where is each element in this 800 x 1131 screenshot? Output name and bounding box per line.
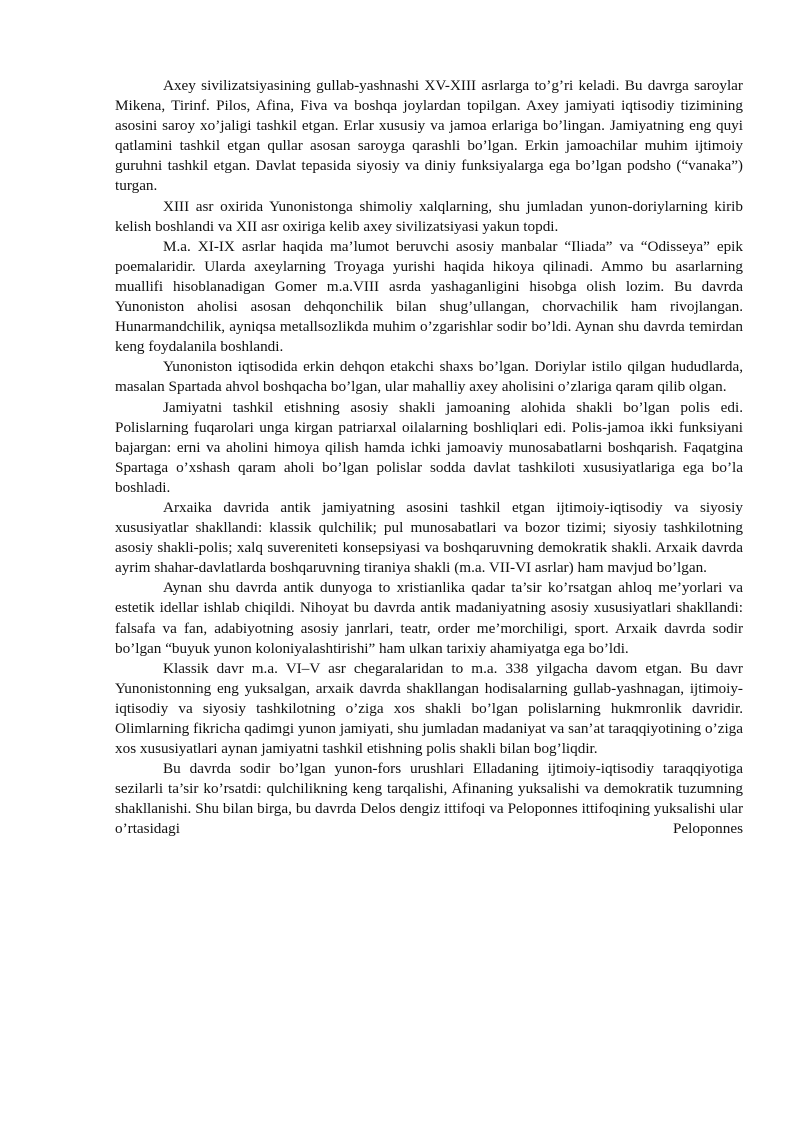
paragraph-free-peasant: Yunoniston iqtisodida erkin dehqon etakchi shaxs bo’lgan. Doriylar istilo qilgan hududlarda, masalan Spartada ahvol boshqacha bo’lgan, ular mahalliy axey aholisini o’zlariga qaram qilib olgan. — [115, 358, 743, 396]
document-body — [115, 76, 743, 840]
paragraph-homeric-sources: M.a. XI-IX asrlar haqida ma’lumot beruvchi asosiy manbalar “Iliada” va “Odisseya” epik poemalaridir. Ularda axeylarning Troyaga yurishi haqida hikoya qilinadi. Ammo bu asarlarning muallifi hisoblanadigan Gomer m.a.VIII asrda yashaganligini hisobga olish lozim. Bu davrda Yunoniston aholisi asosan dehqonchilik bilan shug’ullangan, chorvachilik ham rivojlangan. Hunarmandchilik, ayniqsa metallsozlikda muhim o’zgarishlar sodir bo’ldi. Aynan shu davrda temirdan keng foydalanila boshlandi. — [115, 237, 743, 356]
paragraph-polis-society: Jamiyatni tashkil etishning asosiy shakli jamoaning alohida shakli bo’lgan polis edi. Polislarning fuqarolari unga kirgan patriarxal oilalarning boshliqlari edi. Polis-jamoa ikki funksiyani bajargan: erni va aholini himoya qilish hamda ichki jamoaviy munosabatlarni boshqarish. Faqatgina Spartaga o’xshash qaram aholi bo’lgan polislar sodda davlat tashkiloti xususiyatlariga ega bo’la boshladi. — [115, 398, 743, 496]
paragraph-dorian-invasion: XIII asr oxirida Yunonistonga shimoliy xalqlarning, shu jumladan yunon-doriylarning kirib kelish boshlandi va XII asr oxiriga kelib axey sivilizatsiyasi yakun topdi. — [115, 197, 743, 235]
paragraph-moral-aesthetic-ideals: Aynan shu davrda antik dunyoga to xristianlika qadar ta’sir ko’rsatgan ahloq me’yorlari va estetik idellar ishlab chiqildi. Nihoyat bu davrda antik madaniyatning asosiy xususiyatlari shakllandi: falsafa va fan, adabiyotning asosiy janrlari, teatr, order me’morchiligi, sport. Arxaik davrda sodir bo’lgan “buyuk yunon koloniyalashtirishi” ham ulkan tarixiy ahamiyatga ega bo’ldi. — [115, 579, 743, 657]
paragraph-greco-persian-wars: Bu davrda sodir bo’lgan yunon-fors urushlari Elladaning ijtimoiy-iqtisodiy taraqqiyotiga sezilarli ta’sir ko’rsatdi: qulchilikning keng tarqalishi, Afinaning yuksalishi va demokratik tuzumning shakllanishi. Shu bilan birga, bu davrda Delos dengiz ittifoqi va Peloponnes ittifoqining yuksalishi ular o’rtasidagi Peloponnes — [115, 760, 743, 838]
paragraph-archaic-period: Arxaika davrida antik jamiyatning asosini tashkil etgan ijtimoiy-iqtisodiy va siyosiy xususiyatlar shakllandi: klassik qulchilik; pul munosabatlari va bozor tizimi; siyosiy tashkilotning asosiy shakli-polis; xalq suvereniteti konsepsiyasi va boshqaruvning demokratik shakli. Arxaik davrda ayrim shahar-davlatlarda boshqaruvning tiraniya shakli (m.a. VII-VI asrlar) ham mavjud bo’lgan. — [115, 498, 743, 577]
paragraph-classical-period: Klassik davr m.a. VI–V asr chegaralaridan to m.a. 338 yilgacha davom etgan. Bu davr Yunonistonning eng yuksalgan, arxaik davrda shakllangan hodisalarning gullab-yashnagan, ijtimoiy-iqtisodiy va siyosiy tashkilotning o’ziga xos shakli bo’lgan polislarning hukmronlik davridir. Olimlarning fikricha qadimgi yunon jamiyati, shu jumladan madaniyat va san’at taraqqiyotining o’ziga xos xususiyatlari aynan jamiyatni tashkil etishning polis shakli bilan bog’liqdir. — [115, 659, 743, 758]
paragraph-axey-civilization: Axey sivilizatsiyasining gullab-yashnashi XV-XIII asrlarga to’g’ri keladi. Bu davrga saroylar Mikena, Tirinf. Pilos, Afina, Fiva va boshqa joylardan topilgan. Axey jamiyati iqtisodiy tizimining asosini saroy xo’jaligi tashkil etgan. Erlar xususiy va jamoa erlariga bo’lingan. Jamiyatning eng quyi qatlamini tashkil etgan qullar asosan saroyga qarashli bo’lgan. Erkin jamoachilar muhim ijtimoiy guruhni tashkil etgan. Davlat tepasida siyosiy va diniy funksiyalarga ega bo’lgan podsho (“vanaka”) turgan. — [115, 77, 743, 195]
